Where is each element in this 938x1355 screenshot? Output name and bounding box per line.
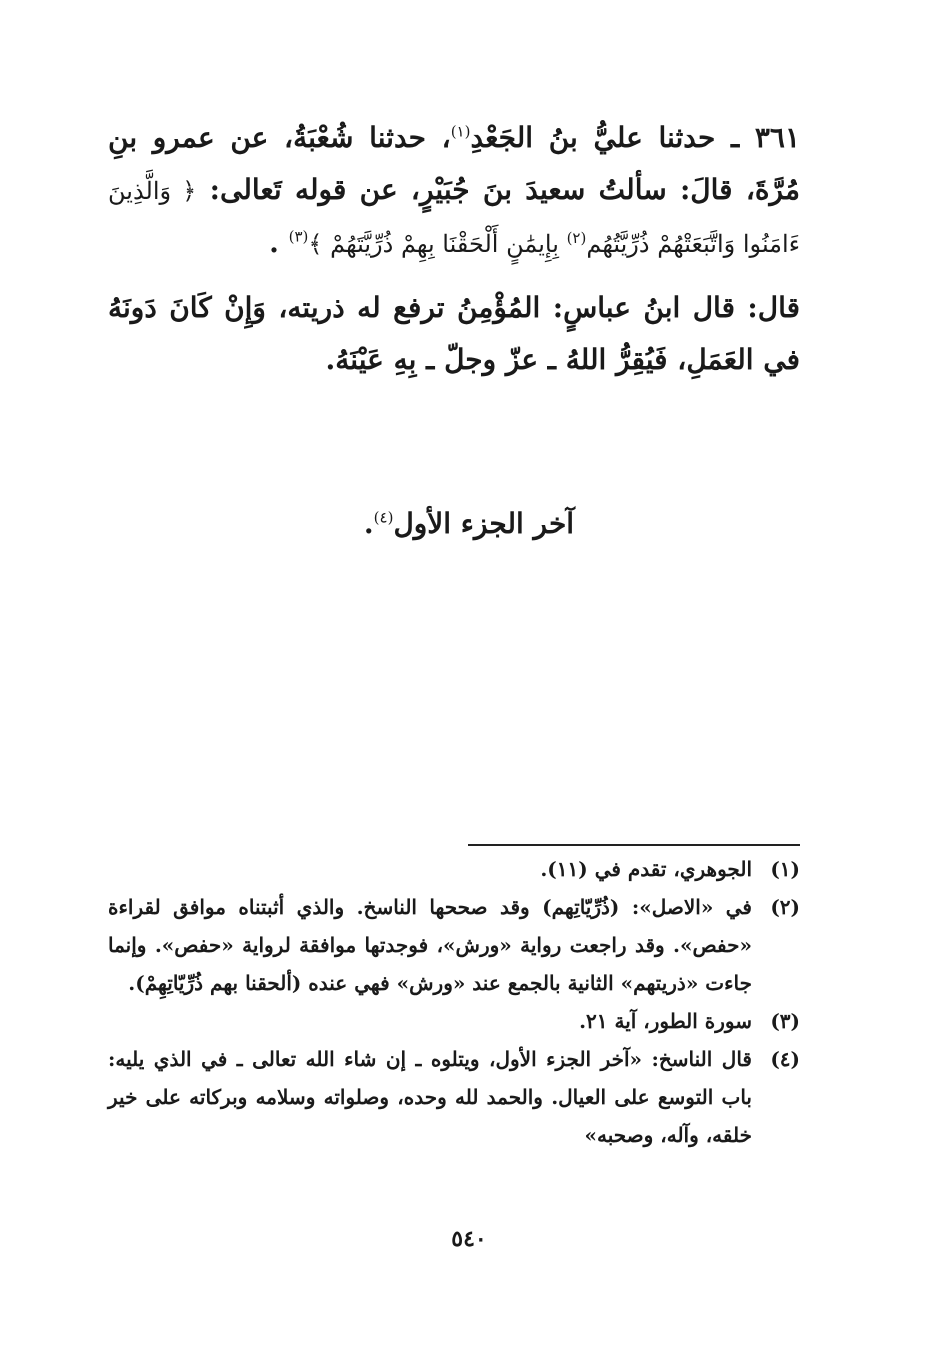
footnote-3 bbox=[108, 1002, 800, 1040]
ending-text: آخر الجزء الأول bbox=[393, 507, 575, 540]
footnote-text: في «الاصل»: (ذُرِّيّاتِهم) وقد صححها الناسخ. والذي أثبتناه موافق لقراءة «حفص». وقد راجعت رواية «ورش»، فوجدتها موافقة لرواية «حفص». وإنما جاءت «ذريتهم» الثانية بالجمع عند «ورش» فهي عنده (ألحقنا بهم ذُرِّيّاتِهِمْ). bbox=[108, 895, 752, 995]
page-number: ٥٤٠ bbox=[451, 1226, 487, 1252]
quran-verse-part-1: وَالَّذِينَ ءَامَنُوا وَاتَّبَعَتْهُمْ ذُرِّيَّتُهُم bbox=[108, 177, 800, 258]
footnote-text: الجوهري، تقدم في (١١). bbox=[540, 857, 752, 881]
footnote-ref-2: (٢) bbox=[566, 229, 587, 247]
main-text bbox=[108, 112, 800, 386]
footnote-2 bbox=[108, 888, 800, 1002]
footnote-text: قال الناسخ: «آخر الجزء الأول، ويتلوه ـ إن شاء الله تعالى ـ في الذي يليه: باب التوسع على العيال. والحمد لله وحده، وصلواته وسلامه وبركاته على خير خلقه، وآله، وصحبه» bbox=[108, 1047, 752, 1147]
footnote-number: (٤) bbox=[770, 1047, 800, 1071]
footnote-text: سورة الطور، آية ٢١. bbox=[579, 1009, 752, 1033]
hadith-opening: ٣٦١ ـ حدثنا عليُّ بنُ الجَعْدِ bbox=[470, 121, 800, 154]
footnote-ref-1: (١) bbox=[450, 122, 471, 141]
footnote-number: (٣) bbox=[770, 1009, 800, 1033]
footnote-number: (١) bbox=[770, 857, 800, 881]
hadith-paragraph bbox=[108, 112, 800, 270]
footnote-divider bbox=[468, 844, 800, 846]
hadith-end-period: . bbox=[269, 226, 279, 259]
footnote-ref-3: (٣) bbox=[288, 227, 309, 246]
ending-period: . bbox=[363, 507, 374, 540]
commentary-paragraph: قال: قال ابنُ عباسٍ: المُؤْمِنُ ترفع له ذريته، وَإِنْ كَانَ دَونَهُ في العَمَلِ، فَيُقِرُّ اللهُ ـ عزّ وجلّ ـ بِهِ عَيْنَهُ. bbox=[108, 291, 800, 376]
footnote-number: (٢) bbox=[770, 895, 800, 919]
quran-bracket-close: ﴾ bbox=[308, 230, 323, 258]
footnote-1 bbox=[108, 850, 800, 888]
footnote-ref-4: (٤) bbox=[373, 508, 394, 527]
quran-bracket-open: ﴿ bbox=[182, 177, 197, 205]
section-ending bbox=[0, 498, 938, 550]
quran-verse-part-2: بِإِيمَٰنٍ أَلْحَقْنَا بِهِمْ ذُرِّيَّتَهُمْ bbox=[330, 230, 559, 258]
footnotes bbox=[108, 850, 800, 1154]
hadith-chain: ، حدثنا شُعْبَةُ، عن عمرو بنِ مُرَّةَ، قالَ: سألتُ سعيدَ بنَ جُبَيْرٍ، عن قوله تَعالى: bbox=[108, 121, 800, 206]
footnote-4 bbox=[108, 1040, 800, 1154]
